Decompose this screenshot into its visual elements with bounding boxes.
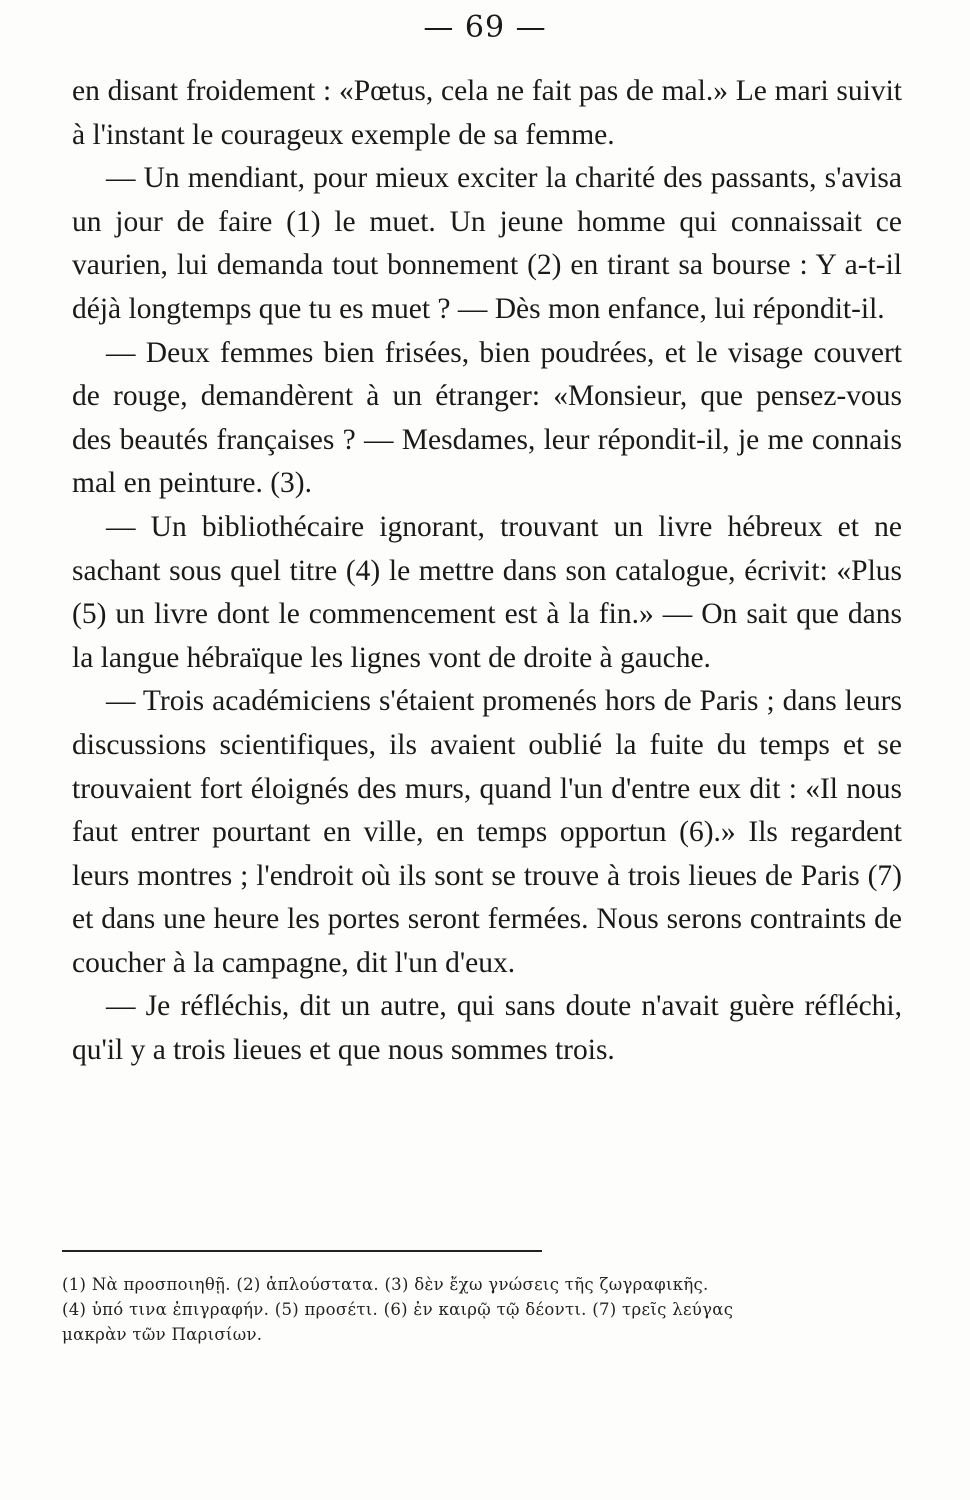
page-number: — 69 —: [423, 10, 547, 45]
footnote-line: μακρὰν τῶν Παρισίων.: [62, 1325, 263, 1344]
paragraph: — Deux femmes bien frisées, bien poudrées, et le visage couvert de rouge, demandèrent à un étranger: «Monsieur, que pensez-vous des beautés françaises ? — Mesdames, leur répondit-il, je me connais mal en peinture. (3).: [72, 336, 902, 500]
footnote-line: (1) Νὰ προσποιηθῇ. (2) ἁπλούστατα. (3) δὲν ἔχω γνώσεις τῆς ζωγραφικῆς.: [62, 1275, 709, 1294]
paragraph: — Un bibliothécaire ignorant, trouvant un livre hébreux et ne sachant sous quel titre (4) le mettre dans son catalogue, écrivit: «Plus (5) un livre dont le commencement est à la fin.» — On sait que dans la langue hébraïque les lignes vont de droite à gauche.: [72, 510, 902, 674]
paragraph: — Trois académiciens s'étaient promenés hors de Paris ; dans leurs discussions scientifiques, ils avaient oublié la fuite du temps et se trouvaient fort éloignés des murs, quand l'un d'entre eux dit : «Il nous faut entrer pourtant en ville, en temps opportun (6).» Ils regardent leurs montres ; l'endroit où ils sont se trouve à trois lieues de Paris (7) et dans une heure les portes seront fermées. Nous serons contraints de coucher à la campagne, dit l'un d'eux.: [72, 685, 902, 979]
footnotes: [62, 1272, 902, 1347]
paragraph: — Un mendiant, pour mieux exciter la charité des passants, s'avisa un jour de faire (1) le muet. Un jeune homme qui connaissait ce vaurien, lui demanda tout bonnement (2) en tirant sa bourse : Y a-t-il déjà longtemps que tu es muet ? — Dès mon enfance, lui répondit-il.: [72, 162, 902, 325]
paragraph: — Je réfléchis, dit un autre, qui sans doute n'avait guère réfléchi, qu'il y a trois lieues et que nous sommes trois.: [72, 990, 902, 1067]
paragraph: en disant froidement : «Pœtus, cela ne fait pas de mal.» Le mari suivit à l'instant le courageux exemple de sa femme.: [72, 75, 902, 151]
body-text: [72, 70, 902, 1073]
footnote-line: (4) ὑπό τινα ἐπιγραφήν. (5) προσέτι. (6) ἐν καιρῷ τῷ δέοντι. (7) τρεῖς λεύγας: [62, 1300, 734, 1319]
footnote-divider: [62, 1250, 542, 1252]
